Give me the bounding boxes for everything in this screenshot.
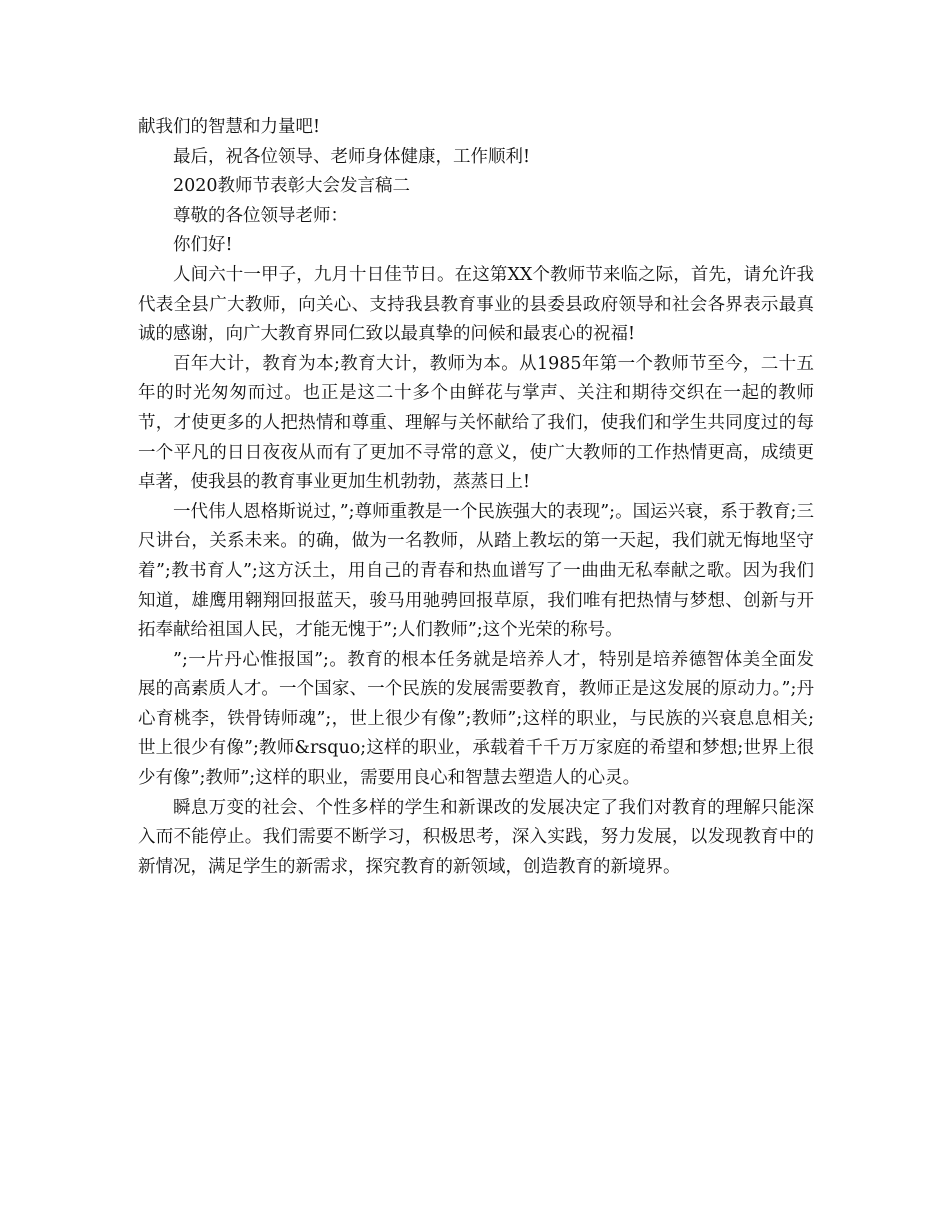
paragraph: ”;一片丹心惟报国”;。教育的根本任务就是培养人才，特别是培养德智体美全面发展的高素质人才。一个国家、一个民族的发展需要教育，教师正是这发展的原动力。”;丹心育桃李，铁骨铸师魂”;，世上很少有像”;教师”;这样的职业，与民族的兴衰息息相关;世上很少有像”;教师&rsquo;这样的职业，承载着千千万万家庭的希望和梦想;世界上很少有像”;教师”;这样的职业，需要用良心和智慧去塑造人的心灵。 bbox=[138, 649, 814, 789]
document-body bbox=[138, 113, 814, 882]
paragraph: 瞬息万变的社会、个性多样的学生和新课改的发展决定了我们对教育的理解只能深入而不能停止。我们需要不断学习，积极思考，深入实践，努力发展，以发现教育中的新情况，满足学生的新需求，探究教育的新领域，创造教育的新境界。 bbox=[138, 797, 814, 877]
paragraph-continuation: 献我们的智慧和力量吧! bbox=[138, 117, 321, 137]
salutation: 尊敬的各位领导老师： bbox=[173, 205, 348, 226]
paragraph: 人间六十一甲子，九月十日佳节日。在这第XX个教师节来临之际，首先，请允许我代表全县广大教师，向关心、支持我县教育事业的县委县政府领导和社会各界表示最真诚的感谢，向广大教育界同仁致以最真挚的问候和最衷心的祝福! bbox=[138, 264, 814, 345]
paragraph: 百年大计，教育为本;教育大计，教师为本。从1985年第一个教师节至今，二十五年的时光匆匆而过。也正是这二十多个由鲜花与掌声、关注和期待交织在一起的教师节，才使更多的人把热情和尊重、理解与关怀献给了我们，使我们和学生共同度过的每一个平凡的日日夜夜从而有了更加不寻常的意义，使广大教师的工作热情更高，成绩更卓著，使我县的教育事业更加生机勃勃，蒸蒸日上! bbox=[138, 353, 814, 493]
paragraph: 一代伟人恩格斯说过，”;尊师重教是一个民族强大的表现”;。国运兴衰，系于教育;三尺讲台，关系未来。的确，做为一名教师，从踏上教坛的第一天起，我们就无悔地坚守着”;教书育人”;这方沃土，用自己的青春和热血谱写了一曲曲无私奉献之歌。因为我们知道，雄鹰用翱翔回报蓝天，骏马用驰骋回报草原，我们唯有把热情与梦想、创新与开拓奉献给祖国人民，才能无愧于”;人们教师”;这个光荣的称号。 bbox=[138, 501, 814, 641]
paragraph-closing-wishes: 最后，祝各位领导、老师身体健康，工作顺利! bbox=[173, 146, 531, 167]
greeting: 你们好! bbox=[173, 235, 233, 256]
section-heading: 2020教师节表彰大会发言稿二 bbox=[173, 176, 411, 197]
